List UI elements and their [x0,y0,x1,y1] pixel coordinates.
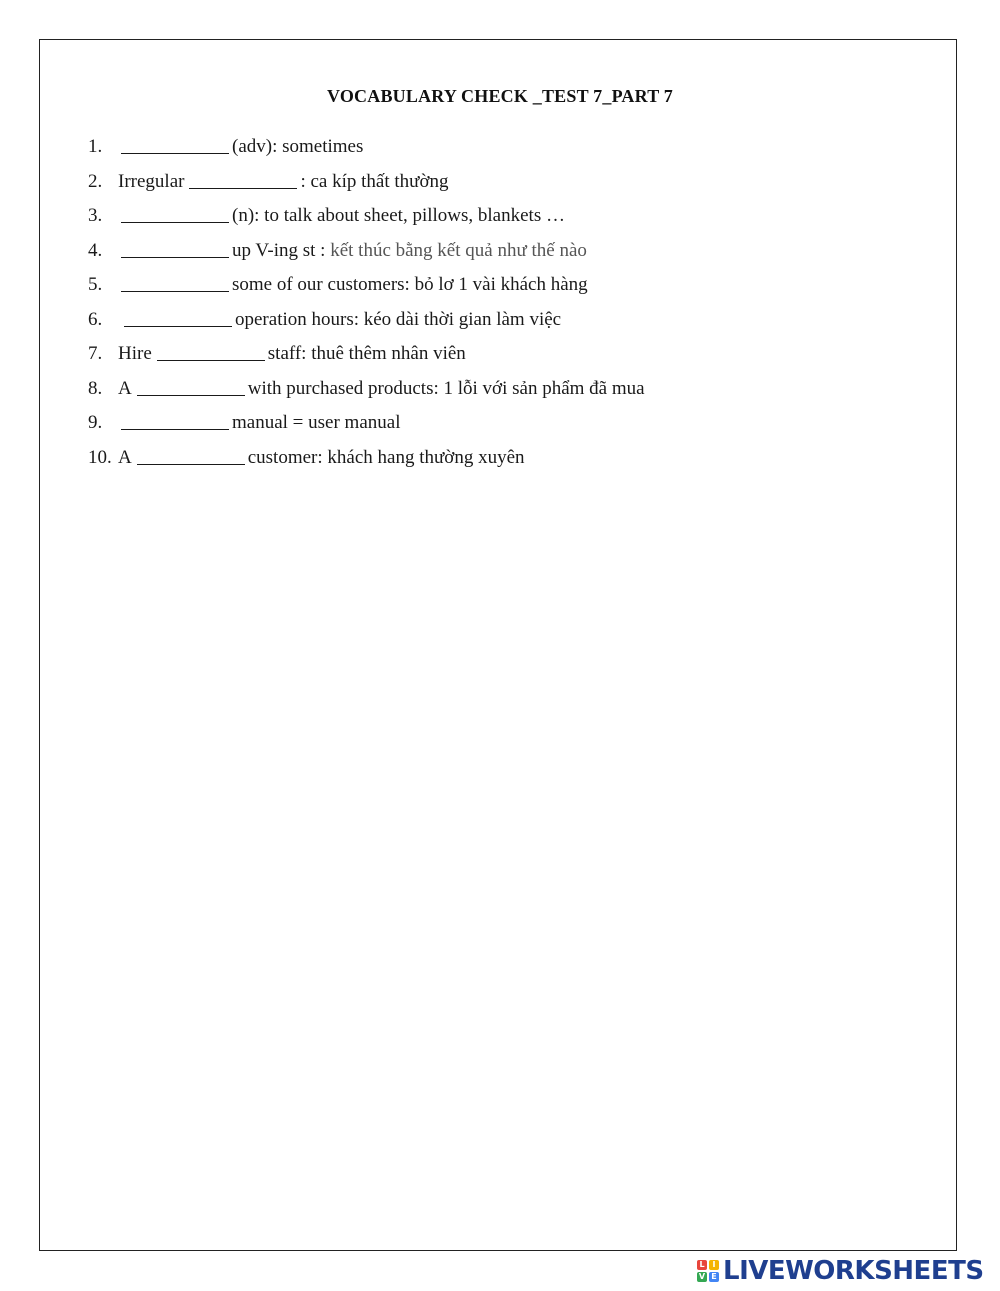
item-prefix: A [118,446,132,468]
list-item [88,343,908,378]
answer-blank[interactable] [121,138,229,154]
item-text: up V-ing st : [232,239,326,261]
item-text: staff: thuê thêm nhân viên [267,343,466,364]
list-item [88,205,908,240]
list-item [88,171,908,206]
logo-letter: L [697,1260,707,1270]
item-number: 10. [88,446,112,468]
logo-text: LIVEWORKSHEETS [723,1256,984,1286]
list-item [88,378,908,413]
item-text: customer: khách hang thường xuyên [247,446,525,468]
vocabulary-list [88,136,908,481]
item-text: (n): to talk about sheet, pillows, blankets … [232,205,565,226]
item-text: operation hours: kéo dài thời gian làm việc [235,308,562,330]
item-text: some of our customers: bỏ lơ 1 vài khách hàng [232,274,588,295]
item-text: : ca kíp thất thường [300,170,449,192]
list-item [88,274,908,309]
list-item [88,136,908,171]
item-text: (adv): sometimes [232,136,364,157]
item-prefix: Hire [118,343,152,364]
item-prefix: A [118,377,132,399]
item-number: 3. [88,205,103,226]
liveworksheets-logo [697,1256,984,1286]
item-number: 1. [88,136,103,157]
answer-blank[interactable] [121,414,229,430]
item-prefix: Irregular [118,170,185,192]
item-text: with purchased products: 1 lỗi với sản phẩm đã mua [247,377,645,399]
answer-blank[interactable] [121,242,229,258]
item-number: 8. [88,377,103,399]
item-translation: kết thúc bằng kết quả như thế nào [330,239,587,261]
answer-blank[interactable] [137,449,245,465]
item-text: manual = user manual [232,412,401,433]
item-number: 4. [88,239,103,261]
answer-blank[interactable] [124,311,232,327]
list-item [88,447,908,482]
logo-letter: E [709,1272,719,1282]
item-number: 2. [88,170,103,192]
item-number: 9. [88,412,103,433]
logo-letter: I [709,1260,719,1270]
answer-blank[interactable] [189,173,297,189]
logo-letter: V [698,1272,706,1281]
list-item [88,240,908,275]
item-number: 6. [88,308,103,330]
worksheet-title: VOCABULARY CHECK _TEST 7_PART 7 [327,86,673,106]
list-item [88,309,908,344]
list-item [88,412,908,447]
item-number: 7. [88,343,103,364]
logo-mark-icon [697,1260,719,1282]
answer-blank[interactable] [137,380,245,396]
item-number: 5. [88,274,103,295]
answer-blank[interactable] [121,276,229,292]
answer-blank[interactable] [157,345,265,361]
answer-blank[interactable] [121,207,229,223]
